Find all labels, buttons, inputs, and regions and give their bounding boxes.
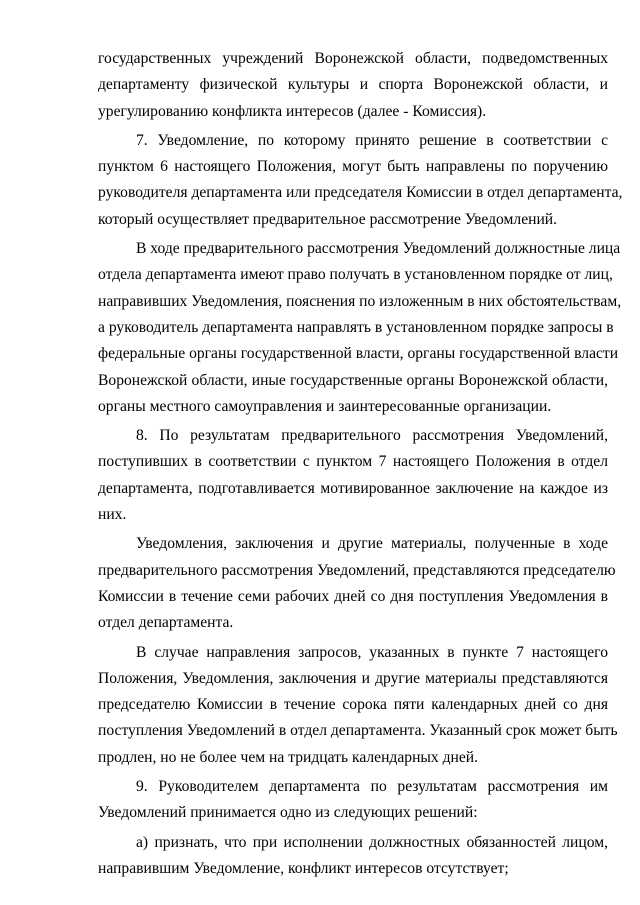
paragraph-8-continued	[98, 531, 616, 636]
text-line: председателю Комиссии в течение сорока пяти календарных дней со дня	[98, 696, 608, 714]
text-line: который осуществляет предварительное рассмотрение Уведомлений.	[98, 210, 558, 228]
text-line: пунктом 6 настоящего Положения, могут быть направлены по поручению	[98, 158, 608, 176]
text-line: поступивших в соответствии с пунктом 7 настоящего Положения в отдел	[98, 453, 608, 471]
paragraph-7	[98, 128, 623, 233]
text-line: Уведомления, заключения и другие материалы, полученные в ходе	[136, 535, 608, 553]
text-line: органы местного самоуправления и заинтересованные организации.	[98, 397, 552, 415]
text-line: руководителя департамента или председателя Комиссии в отдел департамента,	[98, 184, 623, 202]
text-line: 7. Уведомление, по которому принято решение в соответствии с	[136, 131, 608, 149]
text-line: направивших Уведомления, пояснения по изложенным в них обстоятельствам,	[98, 292, 622, 310]
text-line: урегулированию конфликта интересов (далее - Комиссия).	[98, 102, 487, 120]
text-line: них.	[98, 506, 127, 524]
text-line: Уведомлений принимается одно из следующих решений:	[98, 804, 478, 822]
text-line: 8. По результатам предварительного рассмотрения Уведомлений,	[136, 427, 608, 445]
text-line: поступления Уведомлений в отдел департамента. Указанный срок может быть	[98, 722, 618, 740]
paragraph-8-requests	[98, 640, 618, 771]
text-line: департаменту физической культуры и спорта Воронежской области, и	[98, 76, 608, 94]
text-line: Комиссии в течение семи рабочих дней со дня поступления Уведомления в	[98, 587, 608, 605]
text-line: департамента, подготавливается мотивированное заключение на каждое из	[98, 479, 608, 497]
text-line: 9. Руководителем департамента по результатам рассмотрения им	[136, 778, 608, 796]
text-line: предварительного рассмотрения Уведомлений, представляются председателю	[98, 561, 616, 579]
paragraph-7-continued	[98, 236, 622, 420]
text-line: Положения, Уведомления, заключения и другие материалы представляются	[98, 669, 608, 687]
paragraph-9a	[98, 830, 608, 883]
paragraph-9	[98, 774, 608, 827]
text-line: В ходе предварительного рассмотрения Уведомлений должностные лица	[136, 240, 621, 258]
text-line: а руководитель департамента направлять в установленном порядке запросы в	[98, 318, 614, 336]
paragraph-8	[98, 423, 608, 528]
text-line: В случае направления запросов, указанных в пункте 7 настоящего	[136, 643, 608, 661]
text-line: федеральные органы государственной власти, органы государственной власти	[98, 345, 619, 363]
text-line: государственных учреждений Воронежской области, подведомственных	[98, 50, 608, 67]
text-line: направившим Уведомление, конфликт интересов отсутствует;	[98, 859, 509, 877]
document-page	[98, 46, 623, 882]
text-line: Воронежской области, иные государственные органы Воронежской области,	[98, 371, 608, 389]
paragraph-1	[98, 46, 608, 125]
text-line: а) признать, что при исполнении должностных обязанностей лицом,	[136, 833, 608, 851]
text-line: отдела департамента имеют право получать в установленном порядке от лиц,	[98, 266, 613, 284]
text-line: продлен, но не более чем на тридцать календарных дней.	[98, 748, 479, 766]
text-line: отдел департамента.	[98, 614, 234, 632]
